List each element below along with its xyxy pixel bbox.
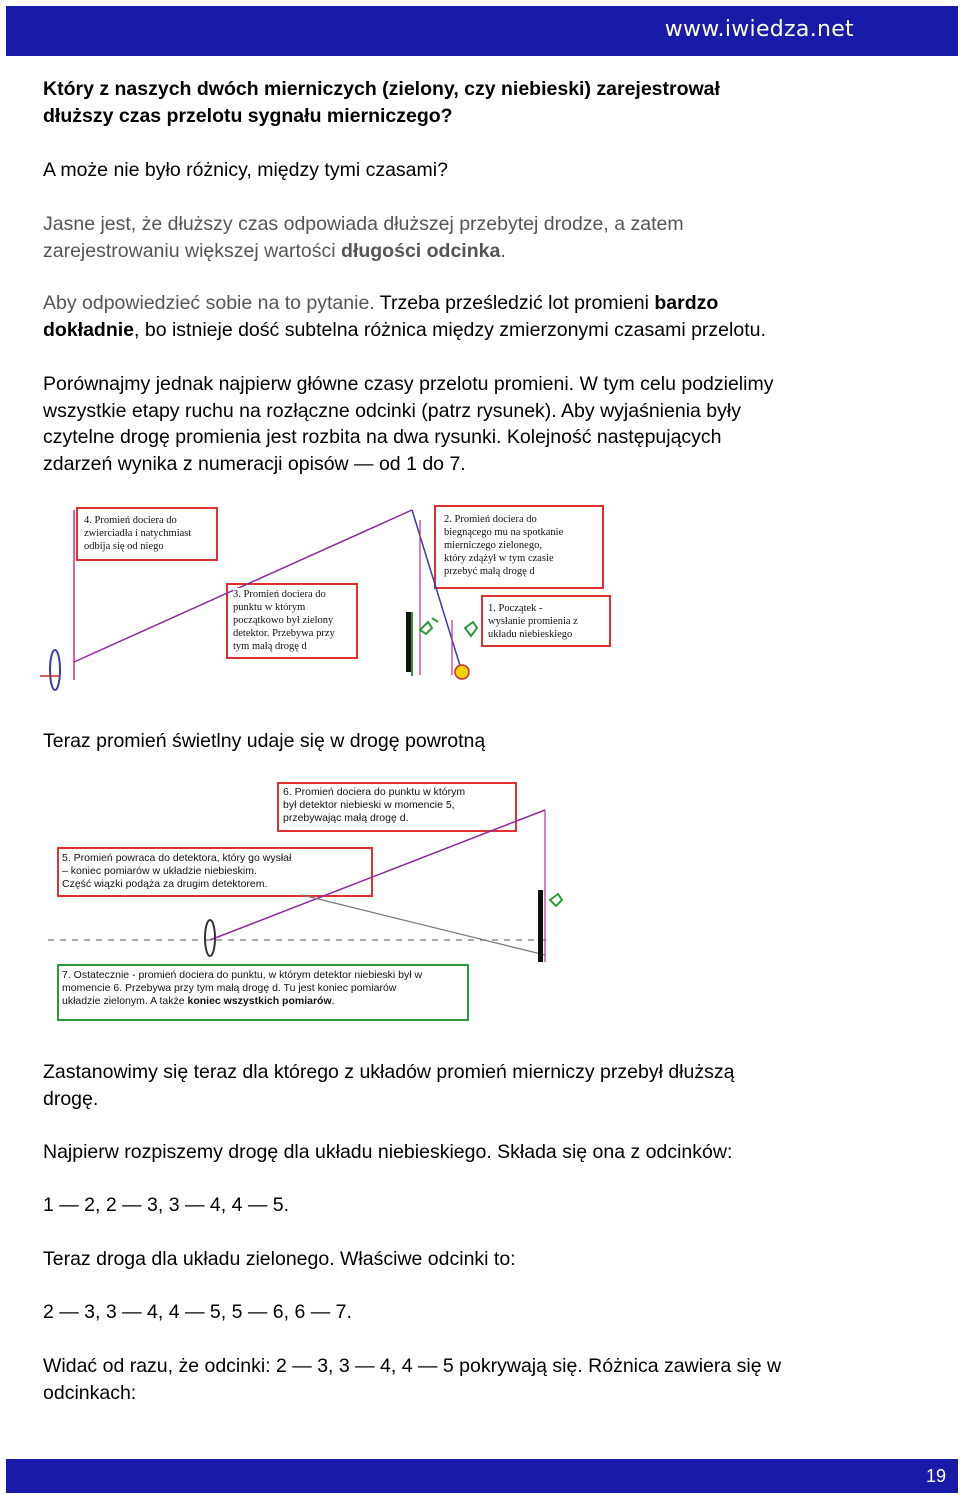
compare-3: czytelne drogę promienia jest rozbita na dwa rysunki. Kolejność następujących xyxy=(43,426,722,448)
label-1 xyxy=(488,602,578,641)
label6-line: był detektor niebieski w momencie 5, xyxy=(283,799,455,811)
green-path-paragraph: Teraz droga dla układu zielonego. Właściwe odcinki to: xyxy=(43,1248,516,1270)
answer-2b: , bo istnieje dość subtelna różnica między zmierzonymi czasami przelotu. xyxy=(134,318,766,341)
consider-2: drogę. xyxy=(43,1087,99,1110)
label3-line: tym małą drogę d xyxy=(233,641,307,652)
page-number: 19 xyxy=(925,1466,946,1486)
label5-line: Część wiązki podąża za drugim detektorem. xyxy=(62,878,268,890)
overlap-paragraph xyxy=(43,1353,923,1406)
label2-line: 2. Promień dociera do xyxy=(444,514,537,525)
maybe-paragraph: A może nie było różnicy, między tymi czasami? xyxy=(43,159,448,181)
source-circle xyxy=(455,665,469,679)
label3-line: punktu w którym xyxy=(233,602,306,613)
detector-pole xyxy=(406,612,411,672)
label7-line xyxy=(62,995,422,1008)
label-7 xyxy=(62,969,422,1008)
label5-line: – koniec pomiarów w układzie niebieskim. xyxy=(62,865,257,877)
clear-line-1: Jasne jest, że dłuższy czas odpowiada dłuższej przebytej drodze, a zatem xyxy=(43,213,684,235)
label4-line: zwierciadła i natychmiast xyxy=(84,528,192,539)
label3-line: 3. Promień dociera do xyxy=(233,589,326,600)
answer-1a: Aby odpowiedzieć sobie na to pytanie. xyxy=(43,292,380,314)
label1-line: wysłanie promienia z xyxy=(488,616,578,627)
label-3 xyxy=(233,588,335,653)
label7-3a: układzie zielonym. A także xyxy=(62,995,188,1007)
label7-3b: koniec wszystkich pomiarów xyxy=(187,995,332,1007)
overlap-2: odcinkach: xyxy=(43,1381,137,1404)
header-bar xyxy=(6,6,958,56)
label6-line: przebywając małą drogę d. xyxy=(283,812,409,824)
label2-line: który zdążył w tym czasie xyxy=(444,553,554,564)
clear-bold: długości odcinka xyxy=(341,239,501,262)
label5-line: 5. Promień powraca do detektora, który go wysłał xyxy=(62,852,292,864)
label-6 xyxy=(283,786,465,825)
answer-2a: dokładnie xyxy=(43,318,135,341)
clear-line-2c: . xyxy=(500,239,506,262)
label1-line: układu niebieskiego xyxy=(488,629,573,640)
label2-line: mierniczego zielonego, xyxy=(444,540,542,551)
green-segments: 2 — 3, 3 — 4, 4 — 5, 5 — 6, 6 — 7. xyxy=(43,1301,352,1323)
blue-segments: 1 — 2, 2 — 3, 3 — 4, 4 — 5. xyxy=(43,1194,290,1216)
label-5 xyxy=(62,852,291,891)
consider-1: Zastanowimy się teraz dla którego z układów promień mierniczy przebył dłuższą xyxy=(43,1061,735,1083)
answer-paragraph xyxy=(43,290,923,343)
consider-paragraph xyxy=(43,1059,923,1112)
blue-path-paragraph: Najpierw rozpiszemy drogę dla układu niebieskiego. Składa się ona z odcinków: xyxy=(43,1141,733,1163)
label4-line: 4. Promień dociera do xyxy=(84,515,177,526)
green-figure xyxy=(420,618,438,634)
label3-line: detektor. Przebywa przy xyxy=(233,628,335,639)
label3-line: początkowo był zielony xyxy=(233,615,334,626)
mirror-ellipse xyxy=(50,650,60,690)
question xyxy=(43,76,923,129)
clear-line-2a: zarejestrowaniu większej wartości xyxy=(43,239,342,262)
question-line-2: dłuższy czas przelotu sygnału mierniczego? xyxy=(43,104,453,127)
clear-paragraph xyxy=(43,211,923,264)
label-2 xyxy=(444,513,563,578)
label4-line: odbija się od niego xyxy=(84,541,164,552)
footer-bar xyxy=(6,1459,958,1493)
label2-line: biegnącego mu na spotkanie xyxy=(444,527,564,538)
label7-line: 7. Ostatecznie - promień dociera do punktu, w którym detektor niebieski był w xyxy=(62,969,423,981)
question-line-1: Który z naszych dwóch mierniczych (zielony, czy niebieski) zarejestrował xyxy=(43,78,720,100)
label-4 xyxy=(84,514,191,553)
compare-4: zdarzeń wynika z numeracji opisów — od 1 do 7. xyxy=(43,452,466,475)
answer-1c: bardzo xyxy=(654,292,719,314)
detector-pole-2 xyxy=(538,890,543,962)
label7-3c: . xyxy=(331,995,335,1007)
compare-1: Porównajmy jednak najpierw główne czasy przelotu promieni. W tym celu podzielimy xyxy=(43,373,774,395)
return-ray-paragraph: Teraz promień świetlny udaje się w drogę powrotną xyxy=(43,730,486,752)
label1-line: 1. Początek - xyxy=(488,603,543,614)
compare-2: wszystkie etapy ruchu na rozłączne odcinki (patrz rysunek). Aby wyjaśnienia były xyxy=(43,399,741,422)
label2-line: przebyć małą drogę d xyxy=(444,566,535,577)
overlap-1: Widać od razu, że odcinki: 2 — 3, 3 — 4, 4 — 5 pokrywają się. Różnica zawiera się w xyxy=(43,1355,782,1377)
label7-line: momencie 6. Przebywa przy tym małą drogę d. Tu jest koniec pomiarów xyxy=(62,982,397,994)
answer-1b: Trzeba prześledzić lot promieni xyxy=(379,292,655,314)
label6-line: 6. Promień dociera do punktu w którym xyxy=(283,786,466,798)
site-url: www.iwiedza.net xyxy=(664,17,854,42)
compare-paragraph xyxy=(43,371,923,477)
